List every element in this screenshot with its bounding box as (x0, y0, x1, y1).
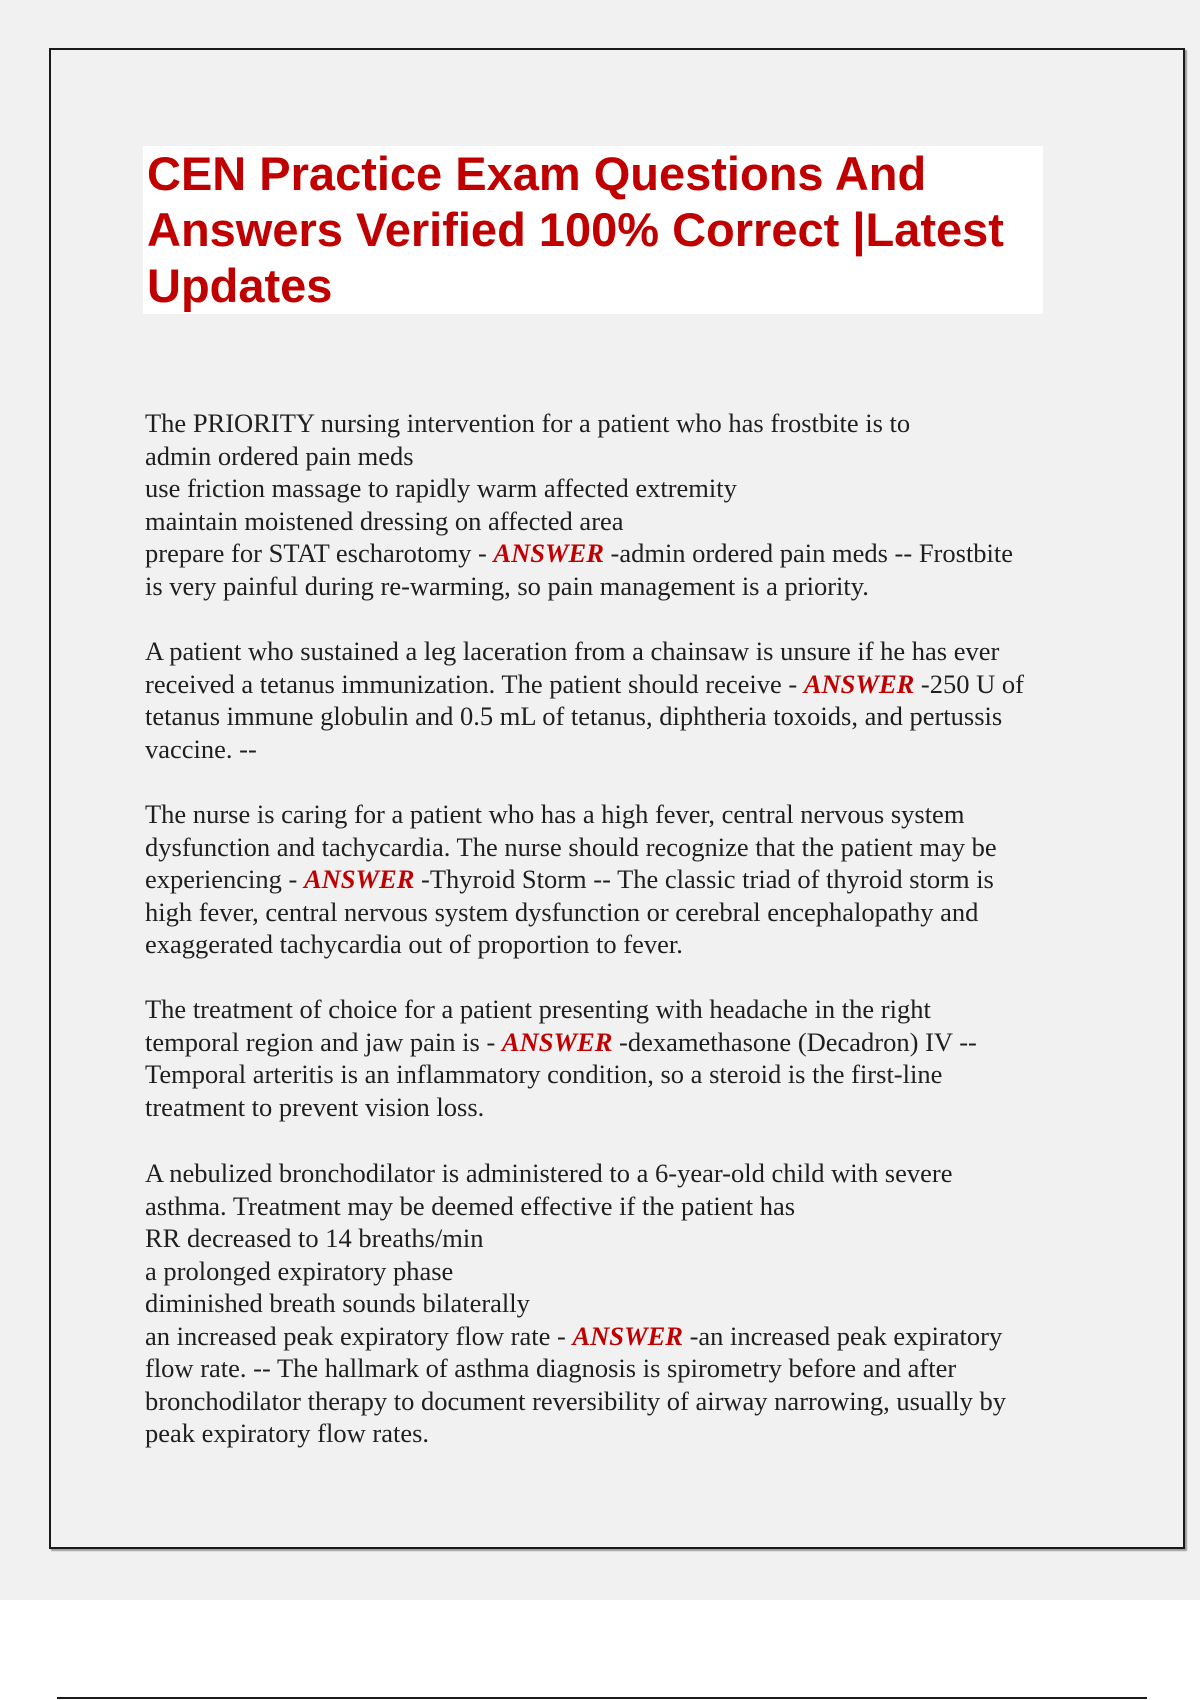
title-line: CEN Practice Exam Questions And (147, 147, 927, 200)
question-line: A nebulized bronchodilator is administered to a 6-year-old child with severe (145, 1158, 953, 1188)
answer-line-after: -an increased peak expiratory (682, 1320, 1003, 1351)
explanation-line: flow rate. -- The hallmark of asthma diagnosis is spirometry before and after (145, 1353, 957, 1383)
answer-label: ANSWER (572, 1320, 683, 1351)
answer-line-before: experiencing - (145, 864, 304, 894)
answer-line-before: prepare for STAT escharotomy - (145, 538, 494, 568)
explanation-line: Temporal arteritis is an inflammatory condition, so a steroid is the first-line (145, 1059, 943, 1089)
answer-line (145, 1026, 1095, 1059)
answer-label: ANSWER (303, 864, 415, 894)
answer-label: ANSWER (493, 538, 604, 568)
question-line: RR decreased to 14 breaths/min (145, 1223, 484, 1253)
question-line: use friction massage to rapidly warm affected extremity (145, 473, 737, 503)
title-line: Updates (147, 259, 333, 312)
answer-line (145, 668, 1095, 701)
question-line: asthma. Treatment may be deemed effective if the patient has (145, 1190, 796, 1221)
answer-line (145, 1320, 1095, 1353)
qa-item-asthma (145, 1157, 1095, 1450)
question-line: dysfunction and tachycardia. The nurse should recognize that the patient may be (145, 831, 997, 862)
document-title (143, 146, 1043, 314)
explanation-line: vaccine. -- (145, 733, 257, 764)
qa-item-frostbite (145, 407, 1095, 602)
explanation-line: tetanus immune globulin and 0.5 mL of tetanus, diphtheria toxoids, and pertussis (145, 701, 1003, 731)
explanation-line: high fever, central nervous system dysfunction or cerebral encephalopathy and (145, 896, 979, 927)
question-line: a prolonged expiratory phase (145, 1255, 454, 1286)
question-line: The PRIORITY nursing intervention for a patient who has frostbite is to (145, 408, 911, 438)
answer-line-before: received a tetanus immunization. The patient should receive - (145, 668, 804, 699)
answer-line-before: an increased peak expiratory flow rate - (145, 1320, 573, 1351)
explanation-line: is very painful during re-warming, so pain management is a priority. (145, 570, 869, 601)
answer-line-before: temporal region and jaw pain is - (145, 1026, 502, 1057)
answer-line-after: -dexamethasone (Decadron) IV -- (612, 1026, 977, 1057)
question-line: admin ordered pain meds (145, 440, 414, 471)
question-line: The nurse is caring for a patient who has a high fever, central nervous system (145, 799, 965, 829)
answer-label: ANSWER (803, 668, 915, 699)
question-line: The treatment of choice for a patient presenting with headache in the right (145, 994, 931, 1024)
answer-line-after: -Thyroid Storm -- The classic triad of thyroid storm is (414, 864, 994, 894)
qa-item-temporal-arteritis (145, 993, 1095, 1123)
qa-item-tetanus (145, 635, 1095, 765)
answer-line-after: -250 U of (914, 668, 1024, 699)
question-line: A patient who sustained a leg laceration from a chainsaw is unsure if he has ever (145, 636, 1000, 666)
explanation-line: bronchodilator therapy to document reversibility of airway narrowing, usually by (145, 1385, 1007, 1416)
explanation-line: treatment to prevent vision loss. (145, 1091, 485, 1122)
question-line: diminished breath sounds bilaterally (145, 1288, 530, 1318)
title-line: Answers Verified 100% Correct |Latest (147, 203, 1004, 256)
explanation-line: exaggerated tachycardia out of proportion to fever. (145, 929, 683, 959)
qa-item-thyroid-storm (145, 798, 1095, 961)
explanation-line: peak expiratory flow rates. (145, 1418, 430, 1448)
bottom-divider (57, 1697, 1147, 1699)
answer-line (145, 537, 1095, 570)
question-line: maintain moistened dressing on affected area (145, 505, 624, 536)
answer-label: ANSWER (501, 1026, 613, 1057)
answer-line (145, 863, 1095, 896)
answer-line-after: -admin ordered pain meds -- Frostbite (603, 538, 1014, 568)
